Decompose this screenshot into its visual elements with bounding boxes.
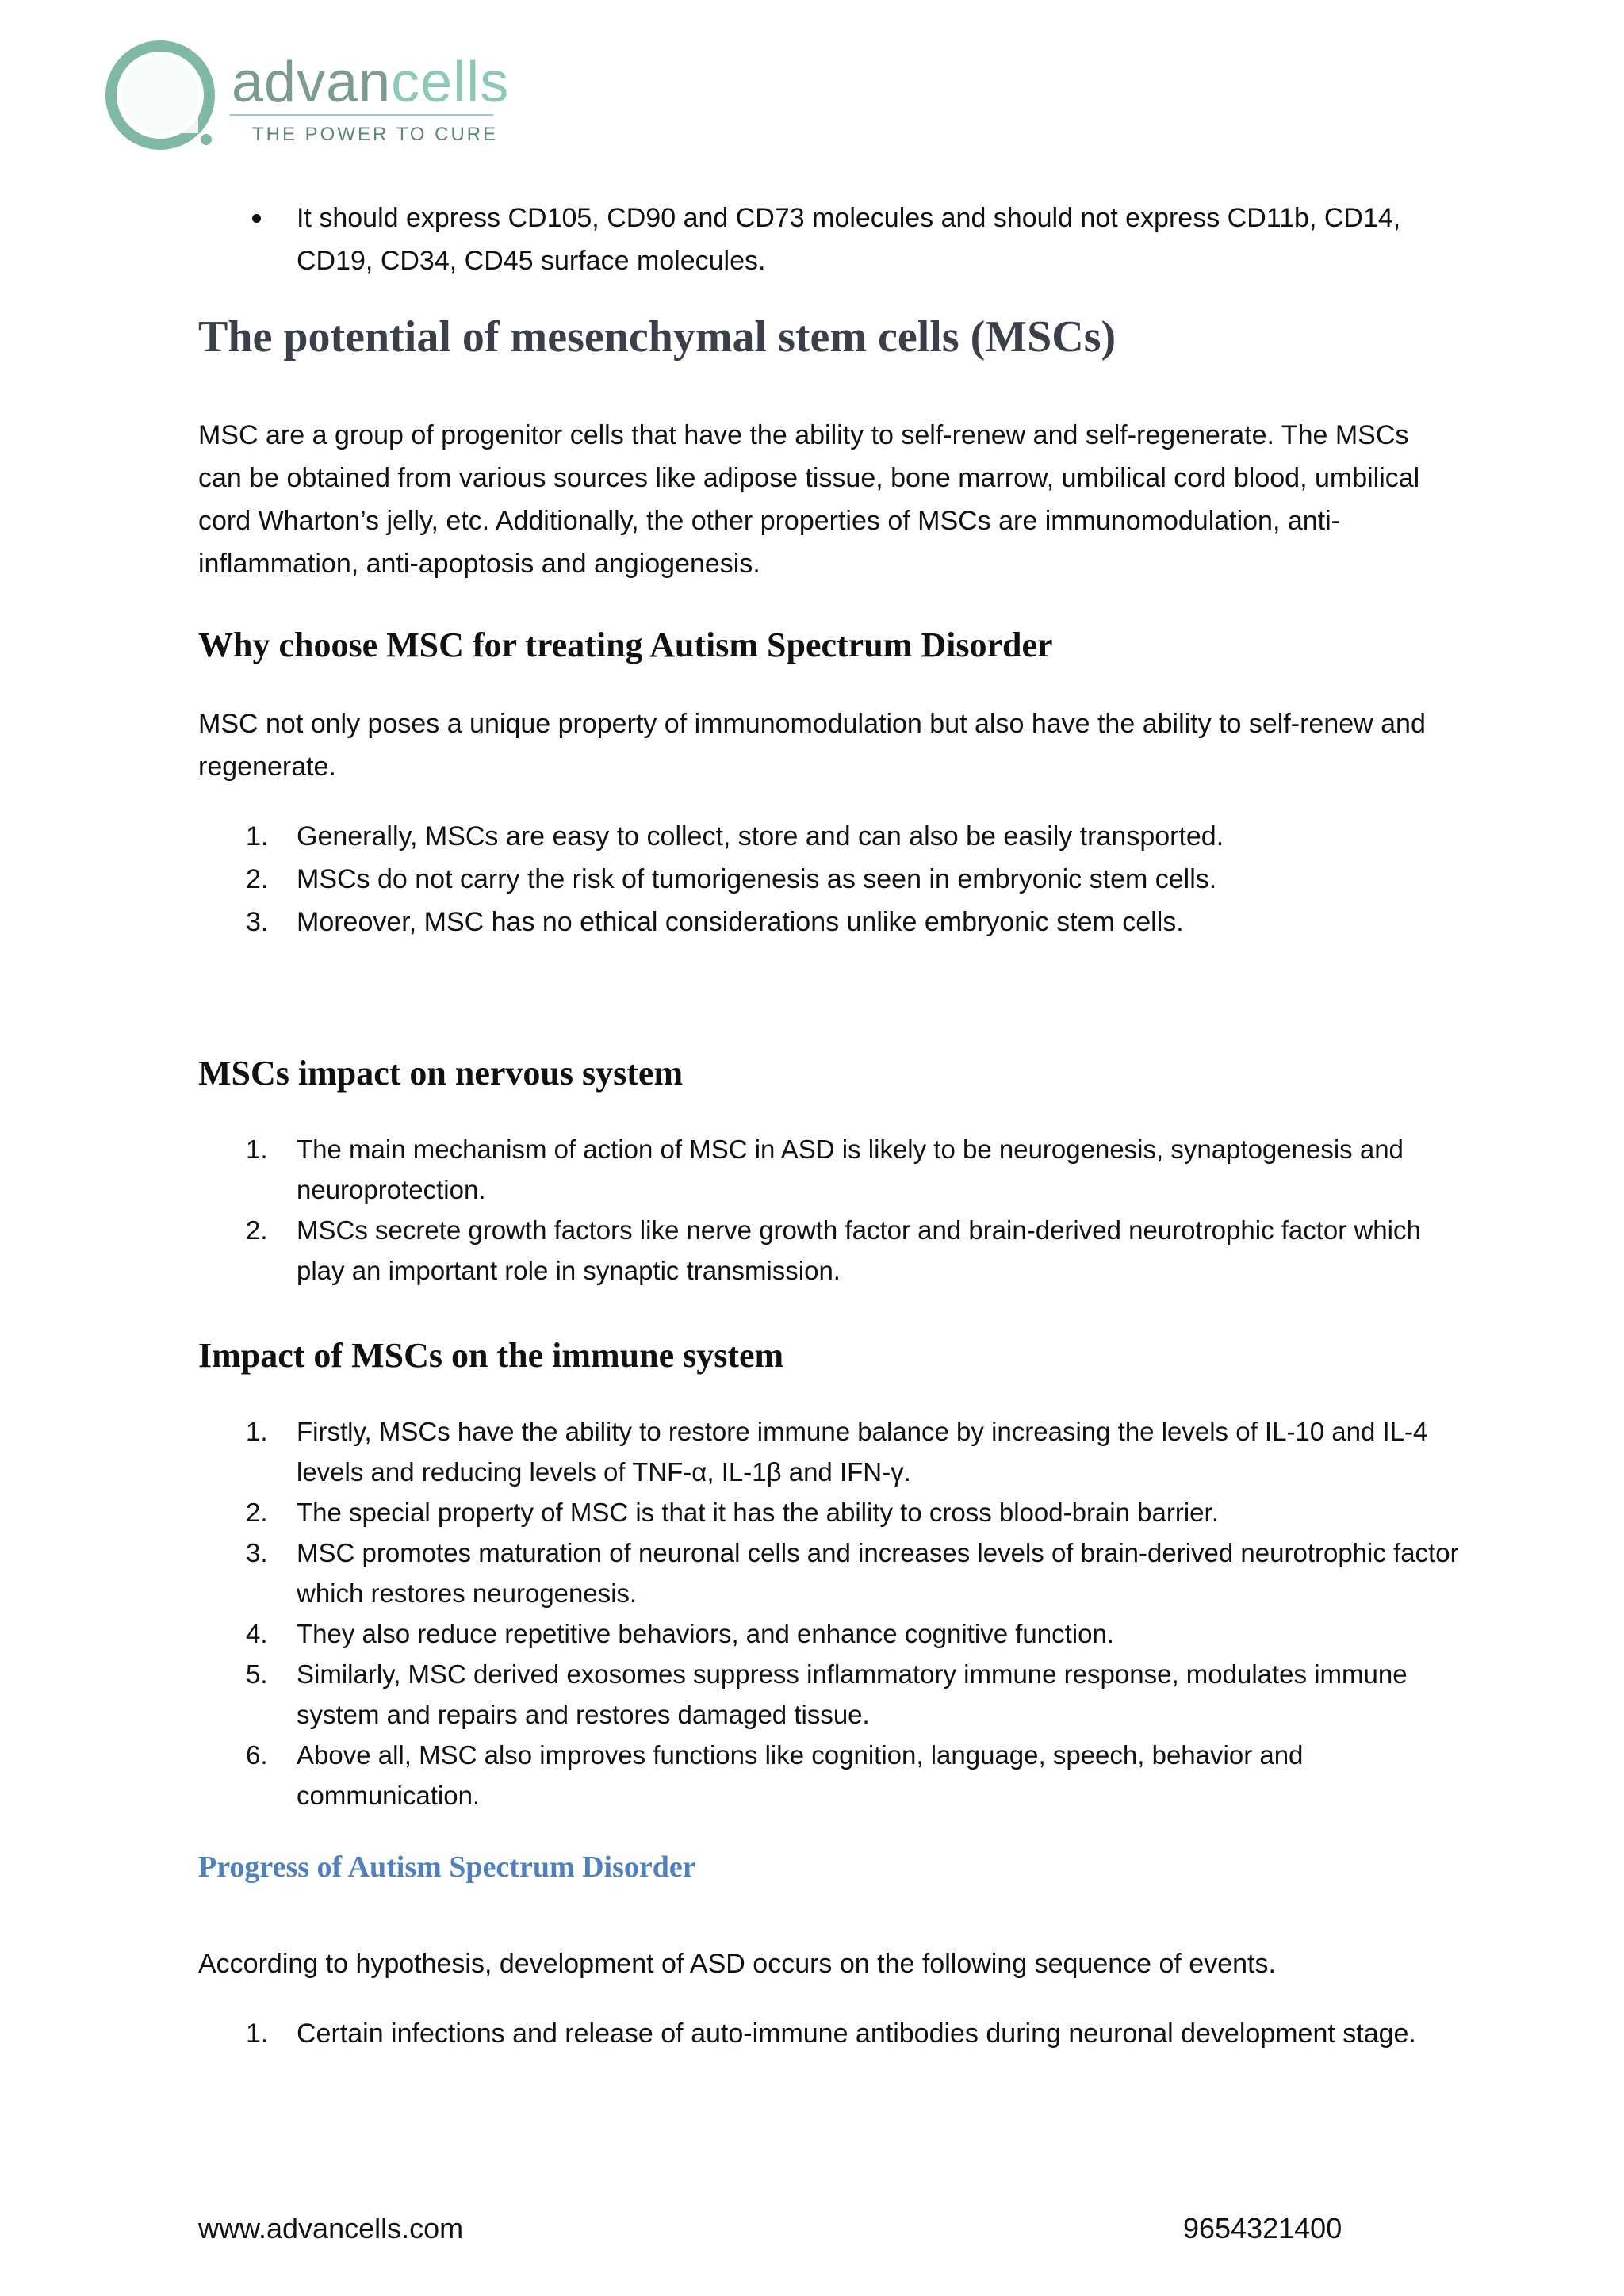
section-heading-potential: The potential of mesenchymal stem cells (MSCs) — [198, 312, 1116, 362]
list-item: 2. MSCs do not carry the risk of tumorigenesis as seen in embryonic stem cells. — [246, 864, 1217, 894]
bullet-icon — [252, 214, 261, 223]
list-item: 2. MSCs secrete growth factors like nerve growth factor and brain-derived neurotrophic factor which play an important role in synaptic transmission. — [246, 1215, 1421, 1285]
list-item: 4. They also reduce repetitive behaviors, and enhance cognitive function. — [246, 1619, 1114, 1648]
section-heading-immune: Impact of MSCs on the immune system — [198, 1336, 784, 1375]
footer-phone: 9654321400 — [1183, 2212, 1342, 2244]
section-heading-why: Why choose MSC for treating Autism Spectrum Disorder — [198, 626, 1053, 664]
list-item: 1. Firstly, MSCs have the ability to restore immune balance by increasing the levels of IL-10 and IL-4 levels and reducing levels of TNF-α, IL-1β and IFN-γ. — [246, 1417, 1428, 1487]
list-item: 3. MSC promotes maturation of neuronal cells and increases levels of brain-derived neurotrophic factor which restores neurogenesis. — [246, 1538, 1459, 1608]
list-item: It should express CD105, CD90 and CD73 molecules and should not express CD11b, CD14, CD19, CD34, CD45 surface molecules. — [198, 197, 1467, 282]
section-heading-progress: Progress of Autism Spectrum Disorder — [198, 1850, 696, 1884]
list-item: 2. The special property of MSC is that it has the ability to cross blood-brain barrier. — [246, 1498, 1219, 1527]
section-heading-nervous: MSCs impact on nervous system — [198, 1054, 684, 1093]
advancells-logo — [103, 38, 515, 157]
logo-divider — [230, 114, 493, 116]
list-item: 1. Certain infections and release of auto-immune antibodies during neuronal development stage. — [246, 2019, 1416, 2049]
nervous-list — [198, 1129, 1467, 1291]
logo-mark-icon — [103, 38, 222, 157]
list-item: 5. Similarly, MSC derived exosomes suppress inflammatory immune response, modulates immune system and repairs and restores damaged tissue. — [246, 1659, 1408, 1729]
logo-wordmark: advancells — [232, 51, 510, 114]
paragraph-potential: MSC are a group of progenitor cells that have the ability to self-renew and self-regenerate. The MSCs can be obtained from various sources like adipose tissue, bone marrow, umbilical cord blood, umbilical cord Wharton’s jelly, etc. Additionally, the other properties of MSCs are immunomodulation, anti-inflammation, anti-apoptosis and angiogenesis. — [198, 420, 1420, 579]
logo-tagline: THE POWER TO CURE — [252, 124, 499, 145]
progress-list — [198, 2012, 1467, 2055]
list-item: 1. The main mechanism of action of MSC in ASD is likely to be neurogenesis, synaptogenesis and neuroprotection. — [246, 1135, 1404, 1204]
immune-list — [198, 1411, 1467, 1816]
top-bullet-list — [198, 197, 1467, 282]
paragraph-progress: According to hypothesis, development of ASD occurs on the following sequence of events. — [198, 1949, 1276, 1979]
list-item: 6. Above all, MSC also improves functions like cognition, language, speech, behavior and communication. — [246, 1740, 1304, 1810]
list-item: 1. Generally, MSCs are easy to collect, store and can also be easily transported. — [246, 821, 1224, 851]
footer-website[interactable]: www.advancells.com — [198, 2212, 464, 2244]
paragraph-why: MSC not only poses a unique property of immunomodulation but also have the ability to self-renew and regenerate. — [198, 709, 1426, 782]
why-list — [198, 815, 1467, 943]
list-item: 3. Moreover, MSC has no ethical considerations unlike embryonic stem cells. — [246, 907, 1184, 937]
